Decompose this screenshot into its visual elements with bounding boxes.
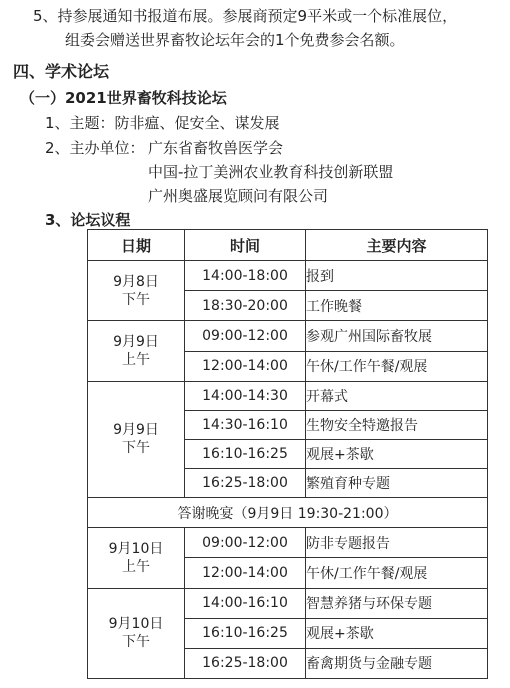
organizer-2: 中国-拉丁美洲农业教育科技创新联盟 <box>148 163 394 181</box>
content-cell: 防非专题报告 <box>306 528 488 558</box>
content-cell: 工作晚餐 <box>306 291 488 321</box>
time-cell: 16:10-16:25 <box>185 618 306 648</box>
content-cell: 畜禽期货与金融专题 <box>306 648 488 678</box>
agenda-heading: 3、论坛议程 <box>45 211 131 229</box>
table-row <box>88 321 488 351</box>
subsection-heading: （一）2021世界畜牧科技论坛 <box>20 89 227 107</box>
content-cell: 繁殖育种专题 <box>306 469 488 498</box>
date-period: 上午 <box>122 352 150 369</box>
date-cell <box>88 528 185 588</box>
content-cell: 观展+茶歇 <box>306 618 488 648</box>
agenda-table <box>87 229 488 679</box>
date-cell <box>88 588 185 678</box>
organizer-3: 广州奥盛展览顾问有限公司 <box>148 187 329 205</box>
content-cell: 智慧养猪与环保专题 <box>306 588 488 618</box>
banquet-row <box>88 498 488 528</box>
item5-line2: 组委会赠送世界畜牧论坛年会的1个免费参会名额。 <box>65 31 405 49</box>
table-header-row <box>88 230 488 261</box>
date-period: 上午 <box>122 558 150 575</box>
date-cell <box>88 261 185 321</box>
time-cell: 14:00-14:30 <box>185 381 306 410</box>
date-day: 9月9日 <box>113 422 159 439</box>
date-cell <box>88 381 185 497</box>
time-cell: 16:10-16:25 <box>185 439 306 468</box>
organizer-label: 2、主办单位： <box>45 139 145 157</box>
time-cell: 14:00-18:00 <box>185 261 306 291</box>
time-cell: 09:00-12:00 <box>185 321 306 351</box>
theme-line: 1、主题：防非瘟、促安全、谋发展 <box>45 114 280 132</box>
table-row <box>88 528 488 558</box>
content-cell: 报到 <box>306 261 488 291</box>
banquet-banner: 答谢晚宴（9月9日 19:30-21:00） <box>88 498 488 528</box>
date-day: 9月8日 <box>113 273 159 290</box>
section-heading: 四、学术论坛 <box>13 62 110 81</box>
content-cell: 观展+茶歇 <box>306 439 488 468</box>
header-content: 主要内容 <box>306 230 488 261</box>
table-row <box>88 588 488 618</box>
header-time: 时间 <box>185 230 306 261</box>
time-cell: 14:30-16:10 <box>185 410 306 439</box>
date-day: 9月10日 <box>108 540 164 557</box>
time-cell: 18:30-20:00 <box>185 291 306 321</box>
time-cell: 14:00-16:10 <box>185 588 306 618</box>
content-cell: 生物安全特邀报告 <box>306 410 488 439</box>
date-period: 下午 <box>122 291 150 308</box>
time-cell: 12:00-14:00 <box>185 351 306 381</box>
date-period: 下午 <box>122 440 150 457</box>
time-cell: 16:25-18:00 <box>185 648 306 678</box>
date-day: 9月9日 <box>113 334 159 351</box>
date-day: 9月10日 <box>108 616 164 633</box>
content-cell: 午休/工作午餐/观展 <box>306 351 488 381</box>
table-row <box>88 381 488 410</box>
content-cell: 开幕式 <box>306 381 488 410</box>
time-cell: 12:00-14:00 <box>185 558 306 588</box>
item5-line1: 5、持参展通知书报道布展。参展商预定9平米或一个标准展位， <box>33 7 458 25</box>
time-cell: 16:25-18:00 <box>185 469 306 498</box>
date-cell <box>88 321 185 381</box>
content-cell: 参观广州国际畜牧展 <box>306 321 488 351</box>
time-cell: 09:00-12:00 <box>185 528 306 558</box>
table-row <box>88 261 488 291</box>
date-period: 下午 <box>122 634 150 651</box>
header-date: 日期 <box>88 230 185 261</box>
organizer-1: 广东省畜牧兽医学会 <box>148 139 284 157</box>
content-cell: 午休/工作午餐/观展 <box>306 558 488 588</box>
